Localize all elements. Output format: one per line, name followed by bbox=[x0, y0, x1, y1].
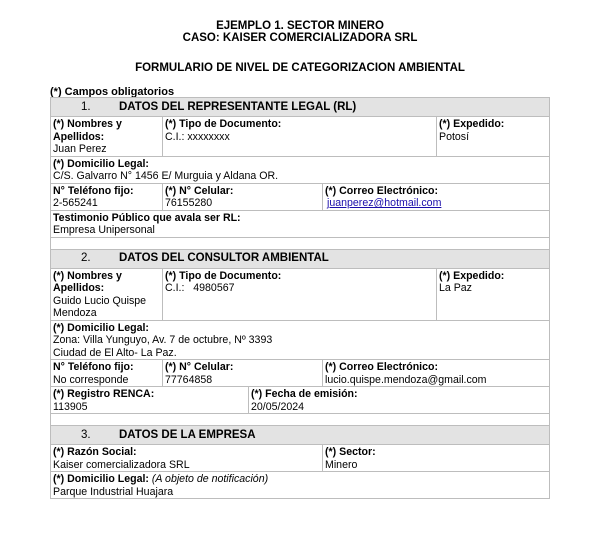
company-address-row bbox=[51, 472, 550, 499]
rl-address-value[interactable]: C/S. Galvarro N° 1456 E/ Murguia y Aldana OR. bbox=[53, 170, 279, 182]
rl-doctype-cell bbox=[163, 117, 437, 157]
consultant-address-row bbox=[51, 320, 550, 360]
section-3-title: DATOS DE LA EMPRESA bbox=[119, 428, 256, 441]
section-2-title: DATOS DEL CONSULTOR AMBIENTAL bbox=[119, 252, 329, 265]
rl-email-link[interactable]: juanperez@hotmail.com bbox=[327, 197, 442, 209]
rl-phone-label: N° Teléfono fijo: bbox=[53, 184, 134, 197]
rl-issued-label: (*) Expedido: bbox=[439, 118, 505, 130]
consultant-cell-label: (*) N° Celular: bbox=[165, 361, 234, 373]
consultant-phone-label: N° Teléfono fijo: bbox=[53, 361, 134, 373]
sector-label: (*) Sector: bbox=[325, 446, 376, 458]
spacer-row bbox=[51, 237, 550, 249]
rl-names-value[interactable]: Juan Perez bbox=[53, 143, 107, 155]
rl-contact-row bbox=[51, 183, 550, 210]
consultant-names-label: (*) Nombres y Apellidos: bbox=[53, 269, 122, 294]
company-address-label: (*) Domicilio Legal: bbox=[53, 473, 149, 485]
consultant-issued-label: (*) Expedido: bbox=[439, 269, 505, 282]
rl-identity-row bbox=[51, 117, 550, 157]
renca-label: (*) Registro RENCA: bbox=[53, 388, 155, 400]
section-1-title: DATOS DEL REPRESENTANTE LEGAL (RL) bbox=[119, 100, 357, 113]
consultant-address-line1[interactable]: Zona: Villa Yunguyo, Av. 7 de octubre, Nº 3393 bbox=[53, 334, 273, 346]
consultant-address-line2[interactable]: Ciudad de El Alto- La Paz. bbox=[53, 346, 177, 359]
consultant-address-label: (*) Domicilio Legal: bbox=[53, 321, 149, 334]
rl-address-row bbox=[51, 156, 550, 183]
section-2-number: 2. bbox=[81, 252, 91, 265]
consultant-cell-value[interactable]: 77764858 bbox=[165, 373, 213, 386]
issue-date-value[interactable]: 20/05/2024 bbox=[251, 400, 305, 413]
form-table bbox=[50, 97, 550, 499]
consultant-renca-row bbox=[51, 387, 550, 414]
rl-issued-cell bbox=[437, 117, 550, 157]
rl-cell-value[interactable]: 76155280 bbox=[165, 197, 213, 209]
case-title: CASO: KAISER COMERCIALIZADORA SRL bbox=[182, 32, 418, 44]
section-2-header bbox=[51, 249, 550, 268]
rl-doctype-label: (*) Tipo de Documento: bbox=[165, 118, 282, 130]
section-3-number: 3. bbox=[81, 428, 91, 441]
consultant-identity-row bbox=[51, 268, 550, 320]
sector-value[interactable]: Minero bbox=[325, 458, 358, 471]
required-fields-note: (*) Campos obligatorios bbox=[50, 86, 175, 98]
consultant-doctype-value[interactable]: C.I.: 4980567 bbox=[165, 282, 235, 294]
renca-value[interactable]: 113905 bbox=[53, 400, 88, 413]
rl-address-label: (*) Domicilio Legal: bbox=[53, 157, 149, 170]
consultant-email-value[interactable]: lucio.quispe.mendoza@gmail.com bbox=[325, 373, 487, 386]
issue-date-label: (*) Fecha de emisión: bbox=[251, 388, 358, 400]
company-address-note: (A objeto de notificación) bbox=[151, 473, 269, 485]
consultant-phone-value[interactable]: No corresponde bbox=[53, 373, 129, 386]
rl-testimony-label: Testimonio Público que avala ser RL: bbox=[53, 211, 241, 224]
rl-names-cell bbox=[51, 117, 163, 157]
consultant-names-value[interactable]: Guido Lucio Quispe Mendoza bbox=[53, 294, 147, 319]
form-title: FORMULARIO DE NIVEL DE CATEGORIZACION AMBIENTAL bbox=[135, 62, 465, 74]
company-address-value[interactable]: Parque Industrial Huajara bbox=[53, 485, 174, 498]
rl-names-label: (*) Nombres y Apellidos: bbox=[53, 118, 122, 143]
rl-cell-label: (*) N° Celular: bbox=[165, 184, 234, 197]
rl-phone-value[interactable]: 2-565241 bbox=[53, 197, 98, 209]
section-1-header bbox=[51, 98, 550, 117]
company-name-value[interactable]: Kaiser comercializadora SRL bbox=[53, 458, 190, 471]
company-name-label: (*) Razón Social: bbox=[53, 446, 137, 458]
company-row bbox=[51, 445, 550, 472]
example-title: EJEMPLO 1. SECTOR MINERO bbox=[216, 20, 384, 32]
section-3-header bbox=[51, 426, 550, 445]
spacer-row bbox=[51, 414, 550, 426]
rl-testimony-row bbox=[51, 210, 550, 237]
rl-testimony-value[interactable]: Empresa Unipersonal bbox=[53, 224, 155, 236]
rl-doctype-value[interactable]: C.I.: xxxxxxxx bbox=[165, 130, 230, 143]
consultant-contact-row bbox=[51, 360, 550, 387]
rl-issued-value[interactable]: Potosí bbox=[439, 130, 470, 143]
consultant-issued-value[interactable]: La Paz bbox=[439, 282, 472, 294]
categorization-form bbox=[50, 97, 549, 499]
consultant-doctype-label: (*) Tipo de Documento: bbox=[165, 269, 282, 282]
section-1-number: 1. bbox=[81, 100, 91, 113]
rl-email-label: (*) Correo Electrónico: bbox=[325, 184, 439, 197]
consultant-email-label: (*) Correo Electrónico: bbox=[325, 361, 439, 373]
